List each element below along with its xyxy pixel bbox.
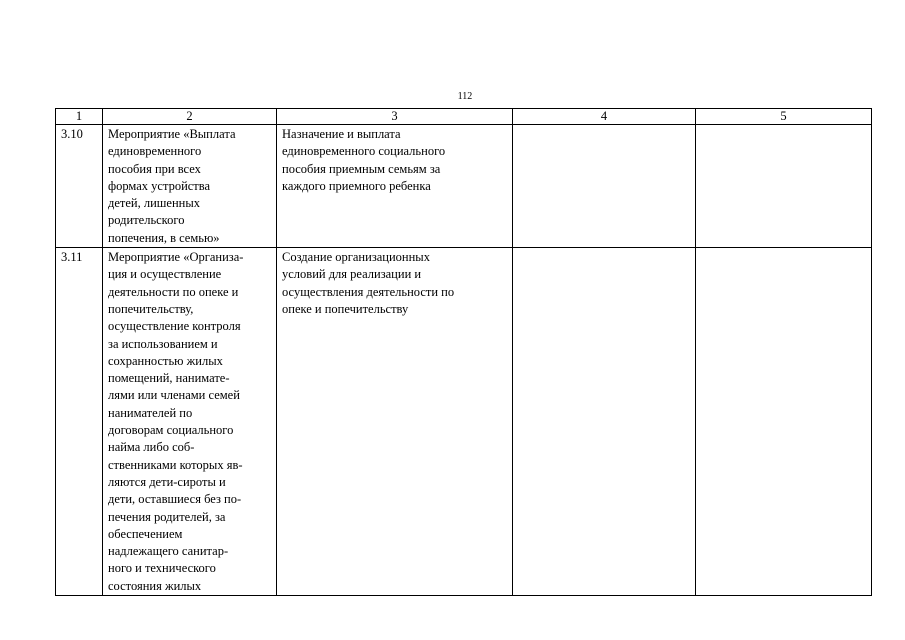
header-col-3: 3	[277, 109, 513, 125]
text-line: опеке и попечительству	[282, 301, 409, 316]
empty-cell-col-4	[513, 125, 696, 248]
header-col-2: 2	[103, 109, 277, 125]
text-line: нанимателей по	[108, 405, 193, 420]
text-line: найма либо соб-	[108, 440, 195, 455]
text-line: условий для реализации и	[282, 267, 422, 282]
text-line: попечения, в семью»	[108, 230, 220, 245]
text-line: ного и технического	[108, 561, 216, 576]
text-line: за использованием и	[108, 336, 218, 351]
text-line: ция и осуществление	[108, 267, 222, 282]
text-line: Создание организационных	[282, 250, 430, 265]
text-line: печения родителей, за	[108, 509, 226, 524]
header-col-1: 1	[56, 109, 103, 125]
row-number: 3.10	[56, 125, 103, 248]
text-line: единовременного	[108, 144, 202, 159]
text-line: Мероприятие «Выплата	[108, 127, 236, 141]
header-col-4: 4	[513, 109, 696, 125]
text-line: сохранностью жилых	[108, 353, 223, 368]
row-number: 3.11	[56, 248, 103, 596]
text-line: договорам социального	[108, 423, 234, 438]
text-line: состояния жилых	[108, 578, 202, 593]
text-line: пособия приемным семьям за	[282, 161, 441, 176]
text-line: надлежащего санитар-	[108, 544, 229, 559]
table-header-row	[56, 109, 872, 125]
text-line: осуществление контроля	[108, 319, 241, 334]
table-row	[56, 125, 872, 248]
text-line: единовременного социального	[282, 144, 446, 159]
text-line: ственниками которых яв-	[108, 457, 243, 472]
empty-cell-col-4	[513, 248, 696, 596]
table-row	[56, 248, 872, 596]
page-number: 112	[457, 91, 473, 102]
text-line: Назначение и выплата	[282, 127, 401, 141]
text-line: попечительству,	[108, 301, 194, 316]
text-line: обеспечением	[108, 526, 183, 541]
text-line: формах устройства	[108, 178, 211, 193]
document-table	[55, 108, 872, 596]
empty-cell-col-5	[696, 248, 872, 596]
text-line: пособия при всех	[108, 161, 201, 176]
text-line: лями или членами семей	[108, 388, 240, 403]
header-col-5: 5	[696, 109, 872, 125]
text-line: детей, лишенных	[108, 196, 200, 211]
empty-cell-col-5	[696, 125, 872, 248]
measure-description-cell	[277, 248, 513, 596]
text-line: осуществления деятельности по	[282, 284, 455, 299]
text-line: каждого приемного ребенка	[282, 178, 431, 193]
measure-description-cell	[277, 125, 513, 248]
text-line: дети, оставшиеся без по-	[108, 492, 242, 507]
text-line: Мероприятие «Организа-	[108, 250, 244, 265]
text-line: ляются дети-сироты и	[108, 474, 226, 489]
measure-name-cell	[103, 125, 277, 248]
text-line: помещений, нанимате-	[108, 371, 230, 386]
text-line: родительского	[108, 213, 185, 228]
text-line: деятельности по опеке и	[108, 284, 239, 299]
measure-name-cell	[103, 248, 277, 596]
